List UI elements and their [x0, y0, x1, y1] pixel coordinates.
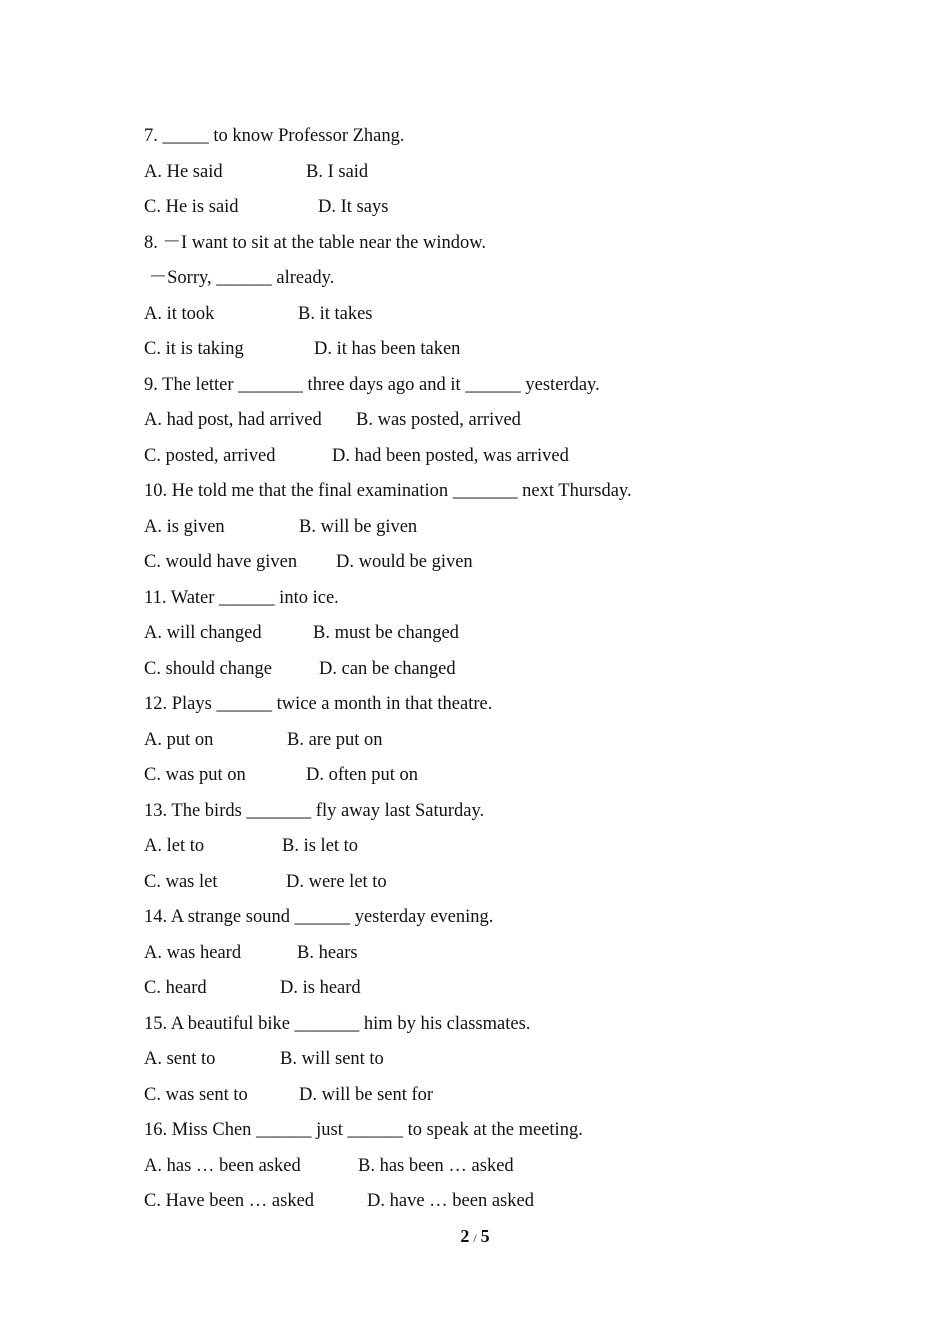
- current-page: 2: [460, 1226, 470, 1246]
- page-number: [0, 1226, 950, 1247]
- option-a: A. was heard: [144, 942, 242, 963]
- question-15: 15. A beautiful bike _______ him by his classmates.: [144, 1013, 531, 1034]
- option-a: A. had post, had arrived: [144, 410, 322, 430]
- page-separator: /: [473, 1231, 477, 1245]
- option-a: A. is given: [144, 516, 225, 537]
- option-d: D. were let to: [286, 871, 387, 892]
- options-row: [144, 332, 844, 368]
- options-row: [144, 616, 844, 652]
- option-c: C. was put on: [144, 765, 246, 785]
- option-b: B. it takes: [298, 303, 373, 324]
- options-row: [144, 439, 844, 475]
- options-row: [144, 936, 844, 972]
- option-a: A. it took: [144, 303, 215, 324]
- option-d: D. It says: [318, 197, 389, 217]
- option-c: C. was sent to: [144, 1084, 248, 1105]
- question-16: 16. Miss Chen ______ just ______ to speak at the meeting.: [144, 1120, 583, 1140]
- option-d: D. is heard: [280, 978, 361, 998]
- options-row: [144, 723, 844, 759]
- options-row: [144, 652, 844, 688]
- option-d: D. had been posted, was arrived: [332, 445, 569, 466]
- options-row: [144, 155, 844, 191]
- option-a: A. has … been asked: [144, 1155, 301, 1176]
- question-8-reply: －Sorry, ______ already.: [144, 268, 335, 288]
- option-c: C. should change: [144, 658, 272, 679]
- option-c: C. was let: [144, 871, 218, 892]
- question-12: 12. Plays ______ twice a month in that theatre.: [144, 694, 493, 714]
- option-c: C. He is said: [144, 197, 239, 217]
- question-14: 14. A strange sound ______ yesterday evening.: [144, 907, 494, 927]
- options-row: [144, 971, 844, 1007]
- question-13: 13. The birds _______ fly away last Saturday.: [144, 800, 485, 821]
- options-row: [144, 1149, 844, 1185]
- question-list: [144, 119, 844, 1220]
- options-row: [144, 1078, 844, 1114]
- option-c: C. posted, arrived: [144, 445, 276, 466]
- options-row: [144, 545, 844, 581]
- option-d: D. often put on: [306, 765, 419, 785]
- option-b: B. will be given: [299, 516, 418, 537]
- option-d: D. it has been taken: [314, 339, 461, 359]
- option-b: B. was posted, arrived: [356, 410, 521, 430]
- option-b: B. is let to: [282, 836, 359, 856]
- option-a: A. will changed: [144, 623, 262, 643]
- question-10: 10. He told me that the final examination _______ next Thursday.: [144, 481, 632, 501]
- option-b: B. are put on: [287, 729, 383, 750]
- options-row: [144, 865, 844, 901]
- question-7: 7. _____ to know Professor Zhang.: [144, 126, 405, 146]
- question-11: 11. Water ______ into ice.: [144, 587, 339, 608]
- option-b: B. must be changed: [313, 623, 459, 643]
- question-8: 8. －I want to sit at the table near the window.: [144, 232, 486, 253]
- option-c: C. it is taking: [144, 339, 244, 359]
- option-b: B. has been … asked: [358, 1155, 514, 1176]
- total-pages: 5: [480, 1226, 490, 1246]
- option-c: C. Have been … asked: [144, 1191, 315, 1211]
- option-a: A. let to: [144, 836, 205, 856]
- option-a: A. put on: [144, 729, 214, 750]
- option-d: D. will be sent for: [299, 1084, 434, 1105]
- option-d: D. have … been asked: [367, 1191, 534, 1211]
- options-row: [144, 1042, 844, 1078]
- option-c: C. heard: [144, 978, 207, 998]
- options-row: [144, 1184, 844, 1220]
- option-b: B. hears: [297, 942, 358, 963]
- option-d: D. would be given: [336, 552, 473, 572]
- options-row: [144, 829, 844, 865]
- options-row: [144, 510, 844, 546]
- options-row: [144, 758, 844, 794]
- option-d: D. can be changed: [319, 658, 456, 679]
- option-c: C. would have given: [144, 552, 298, 572]
- option-a: A. He said: [144, 161, 223, 182]
- options-row: [144, 297, 844, 333]
- options-row: [144, 403, 844, 439]
- option-b: B. I said: [306, 161, 369, 182]
- option-b: B. will sent to: [280, 1049, 384, 1069]
- question-9: 9. The letter _______ three days ago and it ______ yesterday.: [144, 374, 600, 395]
- options-row: [144, 190, 844, 226]
- option-a: A. sent to: [144, 1049, 216, 1069]
